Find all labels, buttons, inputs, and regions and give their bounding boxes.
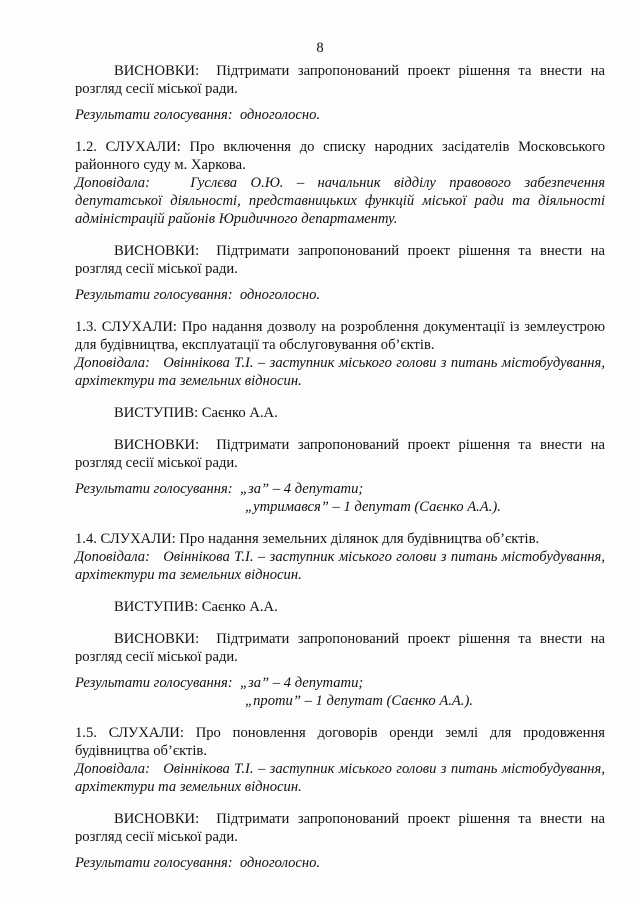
voting-result-value: „за” – 4 депутати; xyxy=(239,481,364,497)
reporter-text: Гуслєва О.Ю. – начальник відділу правового забезпечення депутатської діяльності, представницьких функцій міської ради та діяльності адміністрацій районів Юридичного департаменту. xyxy=(75,175,605,227)
conclusion-paragraph xyxy=(75,242,605,278)
conclusion-text: Підтримати запропонований проект рішення та внести на розгляд сесії міської ради. xyxy=(75,437,606,471)
voting-result xyxy=(75,106,605,124)
reporter-text: Овіннікова Т.І. – заступник міського голови з питань містобудування, архітектури та земельних відносин. xyxy=(75,355,605,389)
page-number: 8 xyxy=(316,40,324,56)
conclusion-label: ВИСНОВКИ: xyxy=(114,631,200,647)
heard-paragraph xyxy=(75,724,605,760)
spoke-paragraph: ВИСТУПИВ: Саєнко А.А. xyxy=(114,599,278,615)
reporter-paragraph xyxy=(75,760,605,796)
conclusion-text: Підтримати запропонований проект рішення та внести на розгляд сесії міської ради. xyxy=(75,811,606,845)
voting-result xyxy=(75,480,605,498)
voting-result xyxy=(75,674,605,692)
voting-result xyxy=(75,854,605,872)
agenda-item-1-4 xyxy=(75,530,605,710)
conclusion-label: ВИСНОВКИ: xyxy=(114,437,200,453)
voting-result-label: Результати голосування: xyxy=(75,855,233,871)
conclusion-text: Підтримати запропонований проект рішення та внести на розгляд сесії міської ради. xyxy=(75,243,606,277)
conclusion-paragraph xyxy=(75,810,605,846)
agenda-item-1-5 xyxy=(75,724,605,872)
reporter-text: Овіннікова Т.І. – заступник міського голови з питань містобудування, архітектури та земельних відносин. xyxy=(75,761,605,795)
voting-result xyxy=(75,286,605,304)
agenda-item-1-3 xyxy=(75,318,605,516)
heard-text: Про надання земельних ділянок для будівництва об’єктів. xyxy=(179,531,540,547)
voting-result-label: Результати голосування: xyxy=(75,107,233,123)
voting-result-value: одноголосно. xyxy=(239,287,321,303)
conclusion-text: Підтримати запропонований проект рішення та внести на розгляд сесії міської ради. xyxy=(75,631,606,665)
heard-label: 1.5. СЛУХАЛИ: xyxy=(75,725,184,741)
reporter-paragraph xyxy=(75,354,605,390)
heard-paragraph xyxy=(75,530,605,548)
heard-paragraph xyxy=(75,138,605,174)
heard-text: Про включення до списку народних засідателів Московського районного суду м. Харкова. xyxy=(75,139,605,173)
heard-text: Про надання дозволу на розроблення документації із землеустрою для будівництва, експлуатації та обслуговування об’єктів. xyxy=(75,319,605,353)
voting-result-second: „утримався” – 1 депутат (Саєнко А.А.). xyxy=(245,499,501,515)
voting-result-value: одноголосно. xyxy=(239,107,321,123)
conclusion-paragraph xyxy=(75,436,605,472)
reporter-label: Доповідала: xyxy=(75,175,150,191)
agenda-item-1-2 xyxy=(75,138,605,304)
conclusion-paragraph xyxy=(75,62,605,98)
reporter-paragraph xyxy=(75,548,605,584)
heard-label: 1.4. СЛУХАЛИ: xyxy=(75,531,176,547)
heard-label: 1.3. СЛУХАЛИ: xyxy=(75,319,177,335)
voting-result-second: „проти” – 1 депутат (Саєнко А.А.). xyxy=(245,693,473,709)
reporter-paragraph xyxy=(75,174,605,228)
minutes-content xyxy=(75,62,605,872)
spoke-paragraph: ВИСТУПИВ: Саєнко А.А. xyxy=(114,405,278,421)
reporter-label: Доповідала: xyxy=(75,761,150,777)
reporter-text: Овіннікова Т.І. – заступник міського голови з питань містобудування, архітектури та земельних відносин. xyxy=(75,549,605,583)
heard-label: 1.2. СЛУХАЛИ: xyxy=(75,139,181,155)
reporter-label: Доповідала: xyxy=(75,549,150,565)
heard-paragraph xyxy=(75,318,605,354)
voting-result-value: одноголосно. xyxy=(239,855,321,871)
heard-text: Про поновлення договорів оренди землі для продовження будівництва об’єктів. xyxy=(75,725,605,759)
conclusion-paragraph xyxy=(75,630,605,666)
conclusion-label: ВИСНОВКИ: xyxy=(114,811,200,827)
reporter-label: Доповідала: xyxy=(75,355,150,371)
voting-result-label: Результати голосування: xyxy=(75,287,233,303)
voting-result-label: Результати голосування: xyxy=(75,675,233,691)
voting-result-value: „за” – 4 депутати; xyxy=(239,675,364,691)
conclusion-label: ВИСНОВКИ: xyxy=(114,63,200,79)
conclusion-label: ВИСНОВКИ: xyxy=(114,243,200,259)
conclusion-text: Підтримати запропонований проект рішення та внести на розгляд сесії міської ради. xyxy=(75,63,606,97)
voting-result-label: Результати голосування: xyxy=(75,481,233,497)
